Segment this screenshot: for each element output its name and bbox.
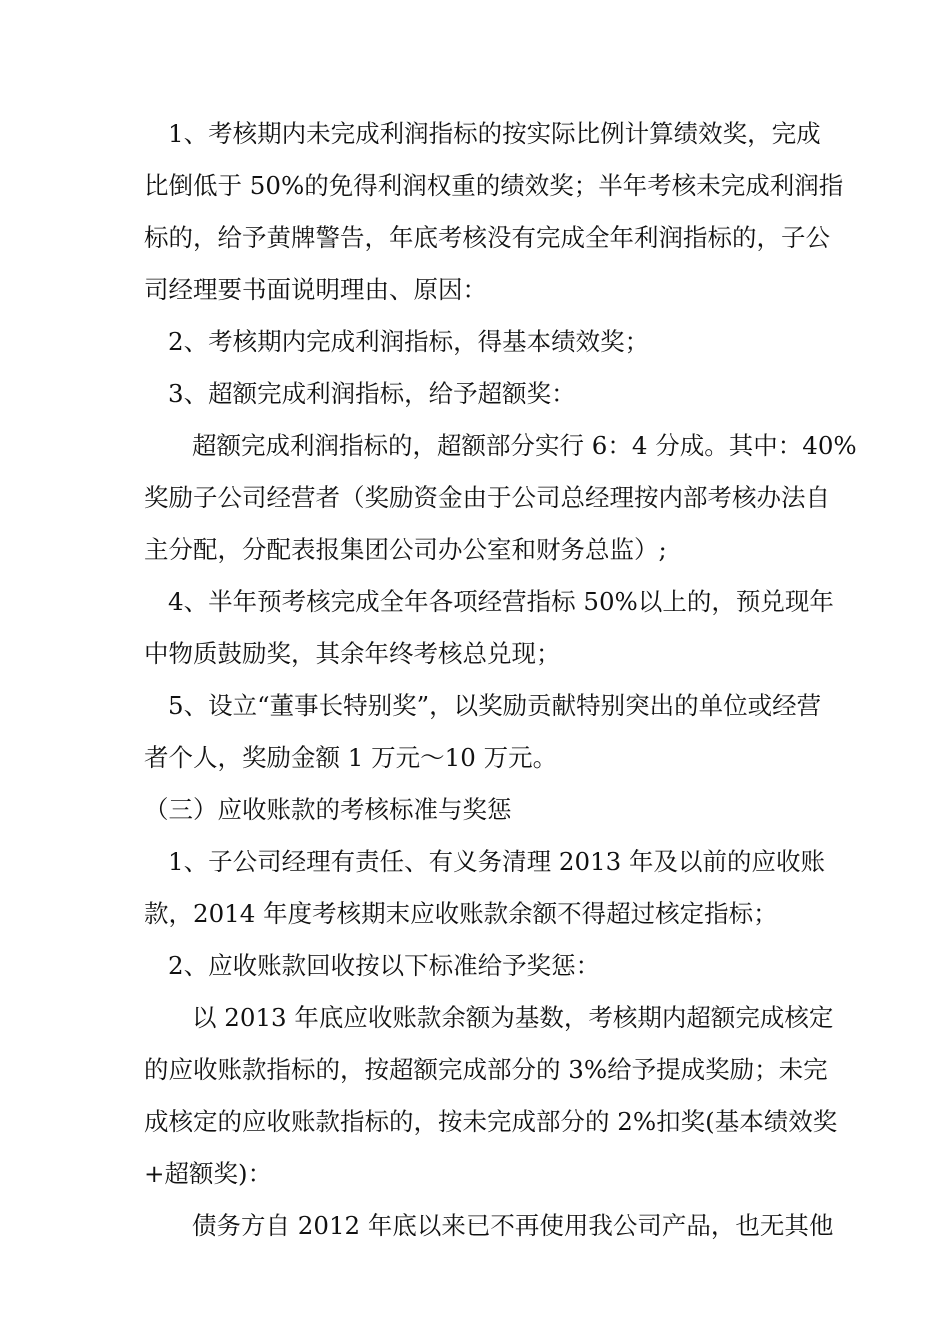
paragraph-1-line-4: 司经理要书面说明理由、原因：: [144, 275, 487, 304]
paragraph-4-line-1: 超额完成利润指标的，超额部分实行 6：4 分成。其中：40%: [192, 431, 857, 460]
paragraph-2-line-1: 2、考核期内完成利润指标，得基本绩效奖；: [168, 327, 650, 356]
paragraph-5-line-1: 4、半年预考核完成全年各项经营指标 50%以上的，预兑现年: [168, 587, 834, 616]
paragraph-8-line-1: 1、子公司经理有责任、有义务清理 2013 年及以前的应收账: [168, 847, 826, 876]
paragraph-3-line-1: 3、超额完成利润指标，给予超额奖：: [168, 379, 576, 408]
paragraph-10-line-3: 成核定的应收账款指标的，按未完成部分的 2%扣奖(基本绩效奖: [144, 1107, 838, 1136]
paragraph-4-line-3: 主分配，分配表报集团公司办公室和财务总监）;: [144, 535, 667, 564]
paragraph-6-line-1: 5、设立“董事长特别奖”，以奖励贡献特别突出的单位或经营: [168, 691, 822, 720]
paragraph-11-line-1: 债务方自 2012 年底以来已不再使用我公司产品，也无其他: [192, 1211, 834, 1240]
paragraph-5-line-2: 中物质鼓励奖，其余年终考核总兑现；: [144, 639, 561, 668]
section-heading: （三）应收账款的考核标准与奖惩: [144, 795, 512, 824]
paragraph-8-line-2: 款，2014 年度考核期末应收账款余额不得超过核定指标；: [144, 899, 778, 928]
paragraph-9-line-1: 2、应收账款回收按以下标准给予奖惩：: [168, 951, 601, 980]
paragraph-10-line-2: 的应收账款指标的，按超额完成部分的 3%给予提成奖励；未完: [144, 1055, 828, 1084]
paragraph-1-line-3: 标的，给予黄牌警告，年底考核没有完成全年利润指标的，子公: [144, 223, 830, 252]
paragraph-10-line-4: +超额奖)：: [144, 1159, 273, 1188]
paragraph-1-line-2: 比倒低于 50%的免得利润权重的绩效奖；半年考核未完成利润指: [144, 171, 844, 200]
paragraph-4-line-2: 奖励子公司经营者（奖励资金由于公司总经理按内部考核办法自: [144, 483, 830, 512]
paragraph-10-line-1: 以 2013 年底应收账款余额为基数，考核期内超额完成核定: [192, 1003, 834, 1032]
paragraph-1-line-1: 1、考核期内未完成利润指标的按实际比例计算绩效奖，完成: [168, 119, 821, 148]
paragraph-6-line-2: 者个人，奖励金额 1 万元～10 万元。: [144, 743, 558, 772]
